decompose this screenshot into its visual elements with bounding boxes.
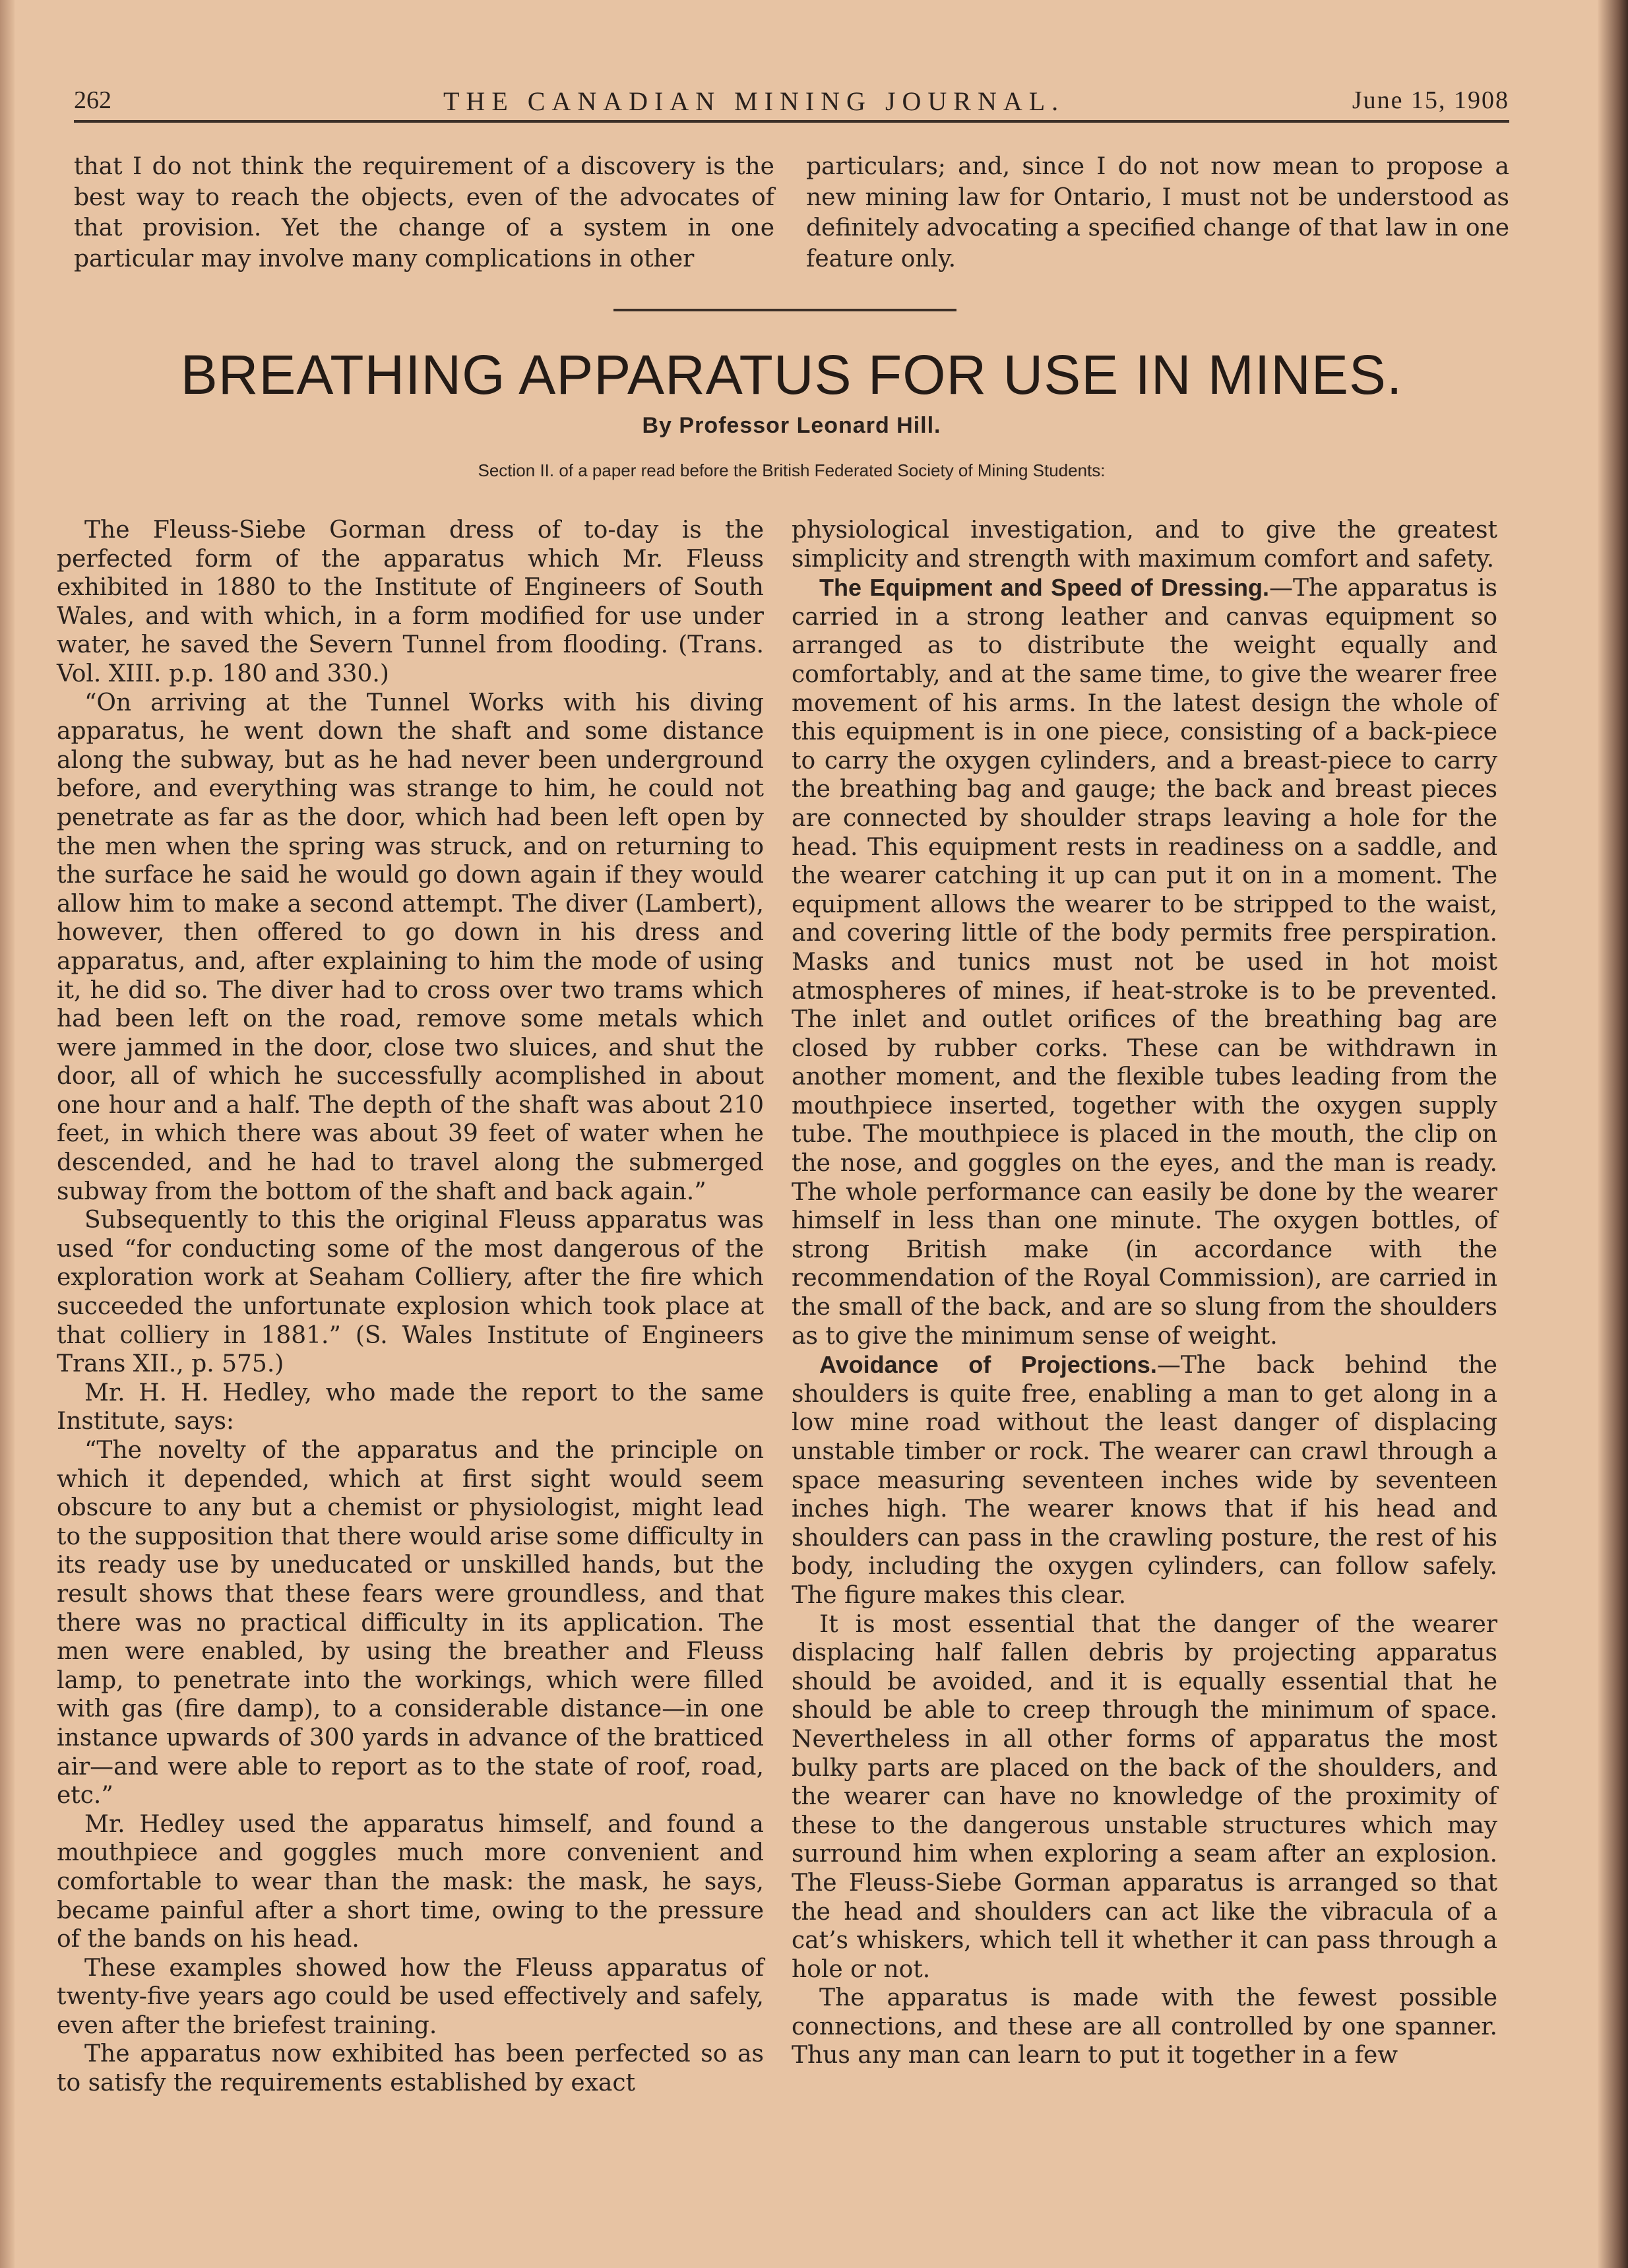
paragraph: Subsequently to this the original Fleuss apparatus was used “for conducting some of the most dangerous of the exploration work at Seaham Colliery, after the fire which succeeded the unfortunate explosion which took place at that colliery in 1881.” (S. Wales Institute of Engineers Trans XII., p. 575.)	[57, 1207, 764, 1378]
paragraph	[792, 1350, 1497, 1610]
article-byline: By Professor Leonard Hill.	[642, 413, 941, 438]
paragraph: Mr. Hedley used the apparatus himself, and found a mouthpiece and goggles much more convenient and comfortable to wear than the mask: the mask, he says, became painful after a short time, owing to the pressure of the bands on his head.	[57, 1810, 764, 1953]
page-edge-right	[1598, 0, 1628, 2268]
paragraph: These examples showed how the Fleuss apparatus of twenty-five years ago could be used effectively and safely, even after the briefest training.	[57, 1954, 764, 2039]
paragraph-body: —The back behind the shoulders is quite free, enabling a man to get along in a low mine road without the least danger of displacing unstable timber or rock. The wearer can crawl through a space measuring seventeen inches wide by seventeen inches high. The wearer knows that if his head and shoulders can pass in the crawling posture, the rest of his body, including the oxygen cylinders, can follow safely. The figure makes this clear.	[792, 1352, 1497, 1609]
article-title: BREATHING APPARATUS FOR USE IN MINES.	[180, 344, 1403, 406]
paragraph	[792, 573, 1497, 1350]
right-column	[792, 516, 1497, 2070]
paragraph: The Fleuss-Siebe Gorman dress of to-day is the perfected form of the apparatus which Mr. Fleuss exhibited in 1880 to the Institute of Engineers of South Wales, and with which, in a form modified for use under water, he saved the Severn Tunnel from flooding. (Trans. Vol. XIII. p.p. 180 and 330.)	[57, 517, 764, 687]
paragraph: The apparatus now exhibited has been perfected so as to satisfy the requirements established by exact	[57, 2040, 764, 2097]
section-heading: The Equipment and Speed of Dressing.	[819, 574, 1270, 602]
continued-text-right: particulars; and, since I do not now mean to propose a new mining law for Ontario, I must not be understood as definitely advocating a specified change of that law in one feature only.	[806, 153, 1509, 272]
issue-date: June 15, 1908	[1352, 86, 1509, 114]
paragraph: “On arriving at the Tunnel Works with his diving apparatus, he went down the shaft and some distance along the subway, but as he had never been underground before, and everything was strange to him, he could not penetrate as far as the door, which had been left open by the men when the spring was struck, and on returning to the surface he said he would go down again if they would allow him to make a second attempt. The diver (Lambert), however, then offered to go down in his dress and apparatus, and, after explaining to him the mode of using it, he did so. The diver had to cross over two trams which had been left on the road, remove some metals which were jammed in the door, close two sluices, and shut the door, all of which he successfully acomplished in about one hour and a half. The depth of the shaft was about 210 feet, in which there was about 39 feet of water when he descended, and he had to travel along the submerged subway from the bottom of the shaft and back again.”	[57, 689, 764, 1205]
running-header	[74, 80, 1509, 120]
paragraph: It is most essential that the danger of the wearer displacing half fallen debris by projecting apparatus should be avoided, and it is equally essential that he should be able to creep through the minimum of space. Nevertheless in all other forms of apparatus the most bulky parts are placed on the back of the shoulders, and the wearer can have no knowledge of the proximity of these to the dangerous unstable structures which may surround him when exploring a seam after an explosion. The Fleuss-Siebe Gorman apparatus is arranged so that the head and shoulders can act like the vibracula of a cat’s whiskers, which tell it whether it can pass through a hole or not.	[792, 1610, 1497, 1983]
left-column	[57, 516, 764, 2098]
continued-text-left: that I do not think the requirement of a discovery is the best way to reach the objects, even of the advocates of that provision. Yet the change of a system in one particular may involve many complications in other	[74, 153, 774, 272]
journal-title: THE CANADIAN MINING JOURNAL.	[443, 86, 1065, 116]
page-number: 262	[74, 86, 111, 114]
page-edge-left	[0, 0, 15, 2268]
section-note: Section II. of a paper read before the British Federated Society of Mining Students:	[478, 460, 1106, 480]
header-rule	[74, 120, 1509, 123]
article-divider	[613, 309, 956, 311]
section-heading: Avoidance of Projections.	[819, 1351, 1157, 1379]
paragraph: “The novelty of the apparatus and the principle on which it depended, which at first sight would seem obscure to any but a chemist or physiologist, might lead to the supposition that there would arise some difficulty in its ready use by uneducated or unskilled hands, but the result shows that these fears were groundless, and that there was no practical difficulty in its application. The men were enabled, by using the breather and Fleuss lamp, to penetrate into the workings, which were filled with gas (fire damp), to a considerable distance—in one instance upwards of 300 yards in advance of the bratticed air—and were able to report as to the state of roof, road, etc.”	[57, 1437, 764, 1810]
paragraph: physiological investigation, and to give the greatest simplicity and strength with maximum comfort and safety.	[792, 517, 1497, 573]
paragraph: Mr. H. H. Hedley, who made the report to the same Institute, says:	[57, 1379, 764, 1435]
paragraph-body: —The apparatus is carried in a strong leather and canvas equipment so arranged as to distribute the weight equally and comfortably, and at the same time, to give the wearer free movement of his arms. In the latest design the whole of this equipment is in one piece, consisting of a back-piece to carry the oxygen cylinders, and a breast-piece to carry the breathing bag and gauge; the back and breast pieces are connected by shoulder straps leaving a hole for the head. This equipment rests in readiness on a saddle, and the wearer catching it up can put it on in a moment. The equipment allows the wearer to be stripped to the waist, and covering little of the body permits free perspiration. Masks and tunics must not be used in hot moist atmospheres of mines, if heat-stroke is to be prevented. The inlet and outlet orifices of the breathing bag are closed by rubber corks. These can be withdrawn in another moment, and the flexible tubes leading from the mouthpiece inserted, together with the oxygen supply tube. The mouthpiece is placed in the mouth, the clip on the nose, and goggles on the eyes, and the man is ready. The whole performance can easily be done by the wearer himself in less than one minute. The oxygen bottles, of strong British make (in accordance with the recommendation of the Royal Commission), are carried in the small of the back, and are so slung from the shoulders as to give the minimum sense of weight.	[792, 575, 1497, 1350]
paragraph: The apparatus is made with the fewest possible connections, and these are all controlled by one spanner. Thus any man can learn to put it together in a few	[792, 1984, 1497, 2069]
